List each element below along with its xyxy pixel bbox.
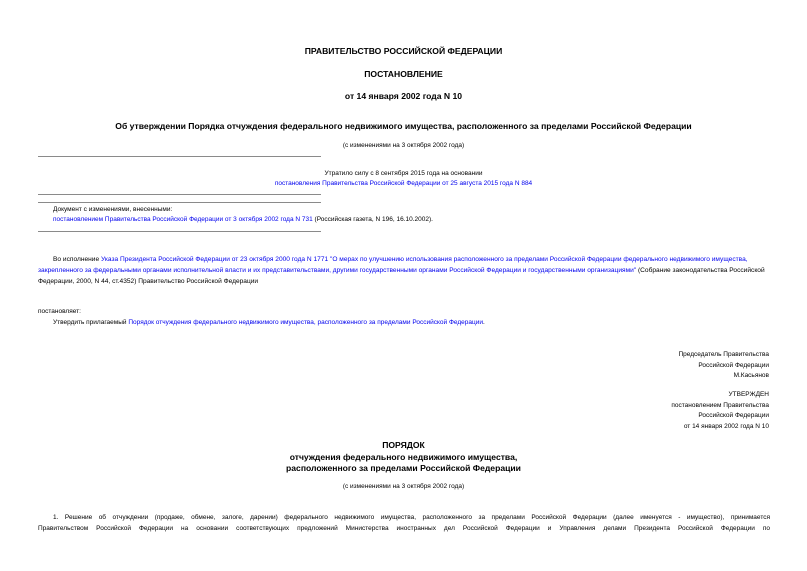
invalid-notice-link[interactable]: постановления Правительства Российской Федерации от 25 августа 2015 года N 884 [274,180,533,187]
preamble-paragraph [38,254,770,287]
invalid-notice-text: Утратило силу с 8 сентября 2015 года на основании [324,170,483,177]
resolves-suffix: . [483,319,485,326]
changes-label: Документ с изменениями, внесенными: [53,206,173,213]
order-paragraph-1-line-2: Правительством Российской Федерации на основании соответствующих предложений Министерства иностранных дел Российской Федерации и Управления делами Президента Российской Федерации по [38,525,770,532]
presidential-decree-link[interactable]: Указа Президента Российской Федерации от 23 октября 2000 года N 1771 "О мерах по улучшению использования расположенного за пределами Российской Федерации федерального недвижимого имущества, закрепленного за федеральными органами исполнительной власти и их представительствами, другими государственными органами Российской Федерации и государственными организациями" [38,256,748,274]
preamble-prefix: Во исполнение [53,256,101,263]
resolves-label: постановляет: [38,308,81,315]
changes-line [53,216,433,223]
changes-link[interactable]: постановлением Правительства Российской Федерации от 3 октября 2002 года N 731 [53,216,313,223]
order-subtitle-2: расположенного за пределами Российской Федерации [286,463,521,473]
order-paragraph-1-line-1: 1. Решение об отчуждении (продаже, обмене, залоге, дарении) федерального недвижимого имущества, расположенного за пределами Российской Федерации (далее именуется - имущество), принимается [53,514,770,521]
order-amendment-note: (с изменениями на 3 октября 2002 года) [342,483,465,490]
approval-stamp: УТВЕРЖДЕН [728,391,769,398]
approval-country: Российской Федерации [698,412,769,419]
changes-suffix: (Российская газета, N 196, 16.10.2002). [312,216,433,223]
signature-name: М.Касьянов [733,372,769,379]
doc-type-heading: ПОСТАНОВЛЕНИЕ [364,69,443,79]
org-heading: ПРАВИТЕЛЬСТВО РОССИЙСКОЙ ФЕДЕРАЦИИ [304,46,503,56]
document-title: Об утверждении Порядка отчуждения федерального недвижимого имущества, расположенного за пределами Российской Федерации [115,121,692,131]
resolves-prefix: Утвердить прилагаемый [53,319,129,326]
divider-line [38,194,321,195]
signature-block [678,350,769,382]
divider-line [38,202,321,203]
order-link[interactable]: Порядок отчуждения федерального недвижимого имущества, расположенного за пределами Российской Федерации [128,319,484,326]
date-heading: от 14 января 2002 года N 10 [344,91,463,101]
amendment-note: (с изменениями на 3 октября 2002 года) [342,142,465,149]
order-subtitle-1: отчуждения федерального недвижимого имущества, [289,452,518,462]
signature-country: Российской Федерации [698,361,769,369]
divider-line [38,231,321,232]
approval-by: постановлением Правительства [671,401,769,409]
preamble-suffix: (Собрание законодательства Российской Федерации, 2000, N 44, ст.4352) Правительство Российской Федерации [38,267,765,285]
approval-date: от 14 января 2002 года N 10 [683,422,769,430]
resolves-line [53,319,485,326]
divider-line [38,156,321,157]
approval-block [671,390,769,432]
signature-title: Председатель Правительства [678,351,769,358]
order-title: ПОРЯДОК [382,440,425,450]
